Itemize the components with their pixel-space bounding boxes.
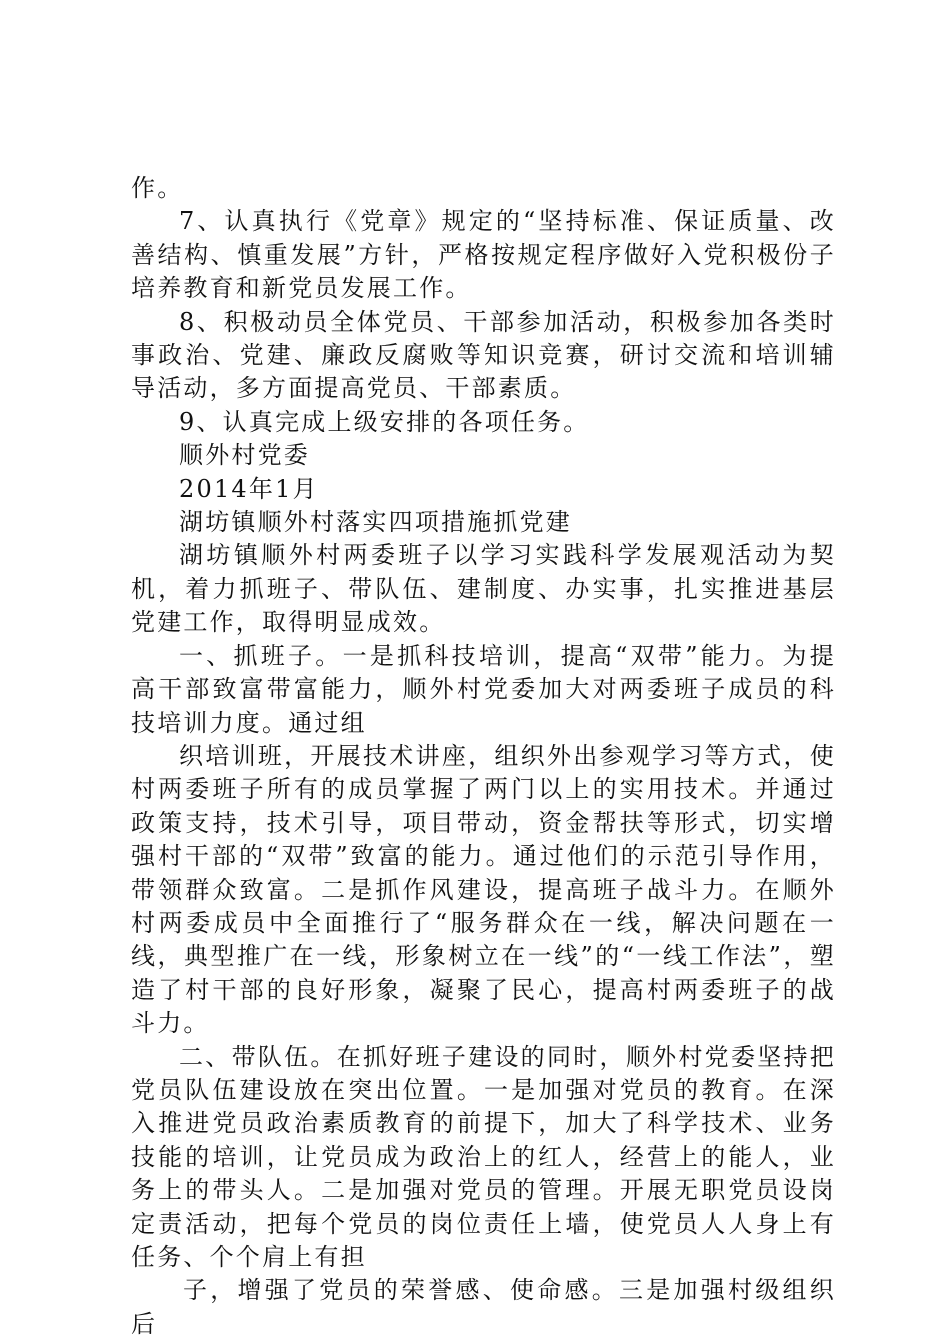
paragraph-item-7: 7、认真执行《党章》规定的“坚持标准、保证质量、改善结构、慎重发展”方针，严格按规定程序做好入党积极份子培养教育和新党员发展工作。 (131, 207, 836, 303)
article-intro: 湖坊镇顺外村两委班子以学习实践科学发展观活动为契机，着力抓班子、带队伍、建制度、办实事，扎实推进基层党建工作，取得明显成效。 (131, 541, 836, 637)
section-one-paragraph: 一、抓班子。一是抓科技培训，提高“双带”能力。为提高干部致富带富能力，顺外村党委加大对两委班子成员的科技培训力度。通过组 (131, 641, 836, 737)
section-one-continuation: 织培训班，开展技术讲座，组织外出参观学习等方式，使村两委班子所有的成员掌握了两门以上的实用技术。并通过政策支持，技术引导，项目带动，资金帮扶等形式，切实增强村干部的“双带”致富的能力。通过他们的示范引导作用，带领群众致富。二是抓作风建设，提高班子战斗力。在顺外村两委成员中全面推行了“服务群众在一线，解决问题在一线，典型推广在一线，形象树立在一线”的“一线工作法”，塑造了村干部的良好形象，凝聚了民心，提高村两委班子的战斗力。 (131, 741, 836, 1038)
paragraph-item-9: 9、认真完成上级安排的各项任务。 (179, 407, 590, 436)
paragraph-continuation: 作。 (131, 174, 184, 202)
section-two-paragraph: 二、带队伍。在抓好班子建设的同时，顺外村党委坚持把党员队伍建设放在突出位置。一是加强对党员的教育。在深入推进党员政治素质教育的前提下，加大了科学技术、业务技能的培训，让党员成为政治上的红人，经营上的能人，业务上的带头人。二是加强对党员的管理。开展无职党员设岗定责活动，把每个党员的岗位责任上墙，使党员人人身上有任务、个个肩上有担 (131, 1042, 836, 1271)
section-two-continuation: 子，增强了党员的荣誉感、使命感。三是加强村级组织后 (131, 1276, 836, 1338)
signature-organization: 顺外村党委 (179, 441, 310, 470)
article-title: 湖坊镇顺外村落实四项措施抓党建 (179, 508, 572, 537)
signature-date: 2014年1月 (179, 474, 319, 503)
document-body (131, 172, 836, 1341)
paragraph-item-8: 8、积极动员全体党员、干部参加活动，积极参加各类时事政治、党建、廉政反腐败等知识竞赛，研讨交流和培训辅导活动，多方面提高党员、干部素质。 (131, 307, 836, 403)
